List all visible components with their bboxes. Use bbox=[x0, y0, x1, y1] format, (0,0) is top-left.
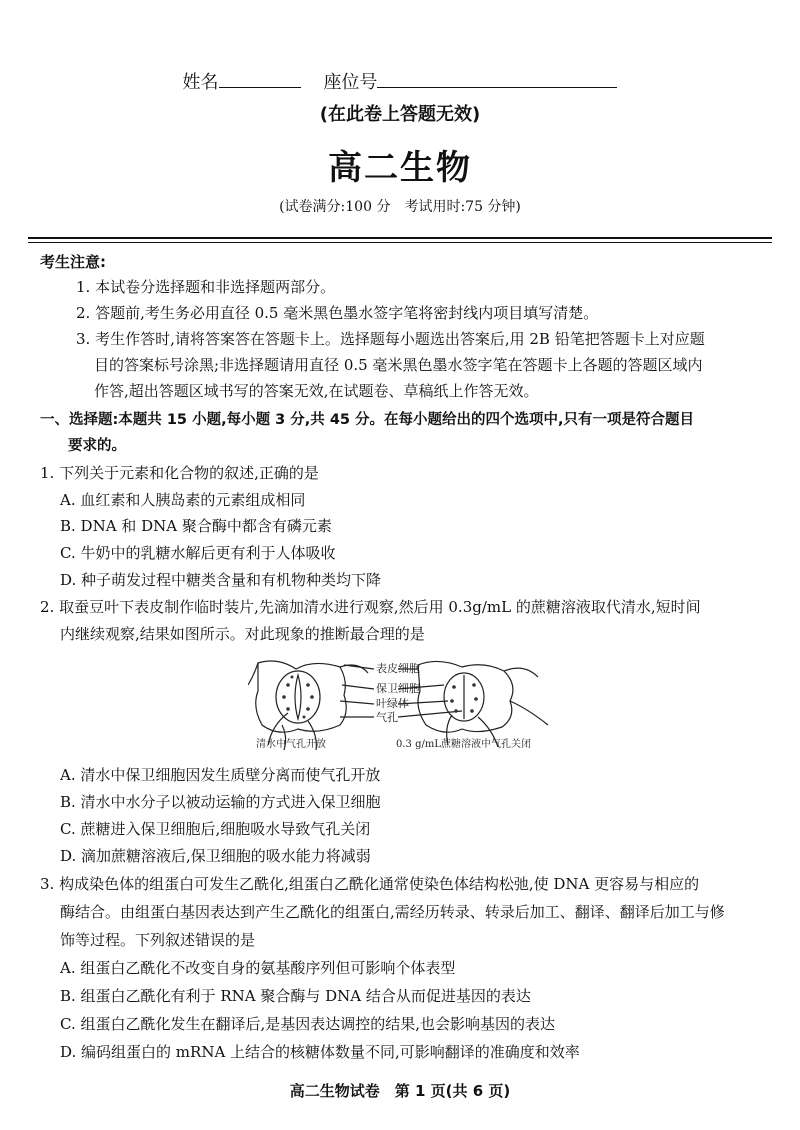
figure-label: 保卫细胞 bbox=[376, 682, 420, 695]
instructions-heading: 考生注意: bbox=[40, 253, 106, 271]
option-b: B. DNA 和 DNA 聚合酶中都含有磷元素 bbox=[60, 517, 332, 535]
instruction-item: 作答,超出答题区域书写的答案无效,在试题卷、草稿纸上作答无效。 bbox=[94, 382, 539, 400]
figure-caption-left: 清水中气孔开放 bbox=[256, 739, 326, 750]
page-title: 高二生物 bbox=[328, 148, 472, 188]
option-c: C. 牛奶中的乳糖水解后更有利于人体吸收 bbox=[60, 544, 336, 562]
notice-text: (在此卷上答题无效) bbox=[319, 104, 481, 125]
figure-label: 叶绿体 bbox=[376, 697, 409, 710]
instruction-item: 2. 答题前,考生务必用直径 0.5 毫米黑色墨水签字笔将密封线内项目填写清楚。 bbox=[76, 304, 599, 322]
seat-field[interactable] bbox=[377, 71, 617, 88]
question-3-stem-cont: 酶结合。由组蛋白基因表达到产生乙酰化的组蛋白,需经历转录、转录后加工、翻译、翻译后加工与修 bbox=[60, 903, 725, 921]
figure-label: 表皮细胞 bbox=[376, 662, 420, 675]
instruction-item: 1. 本试卷分选择题和非选择题两部分。 bbox=[76, 278, 336, 296]
student-info-line bbox=[0, 68, 800, 94]
question-3-stem: 3. 构成染色体的组蛋白可发生乙酰化,组蛋白乙酰化通常使染色体结构松弛,使 DNA 更容易与相应的 bbox=[40, 875, 700, 893]
question-3-stem-cont: 饰等过程。下列叙述错误的是 bbox=[60, 931, 256, 949]
stomata-figure bbox=[248, 655, 558, 750]
seat-label: 座位号 bbox=[323, 72, 378, 93]
option-b: B. 组蛋白乙酰化有利于 RNA 聚合酶与 DNA 结合从而促进基因的表达 bbox=[60, 987, 531, 1005]
question-2-stem-cont: 内继续观察,结果如图所示。对此现象的推断最合理的是 bbox=[60, 625, 425, 643]
question-2-stem: 2. 取蚕豆叶下表皮制作临时装片,先滴加清水进行观察,然后用 0.3g/mL 的蔗糖溶液取代清水,短时间 bbox=[40, 598, 701, 616]
name-label: 姓名 bbox=[182, 72, 219, 93]
option-a: A. 血红素和人胰岛素的元素组成相同 bbox=[60, 491, 306, 509]
figure-caption-right: 0.3 g/mL蔗糖溶液中气孔关闭 bbox=[396, 739, 531, 750]
instruction-item: 目的答案标号涂黑;非选择题请用直径 0.5 毫米黑色墨水签字笔在答题卡上各题的答题区域内 bbox=[94, 356, 703, 374]
exam-meta: (试卷满分:100 分 考试用时:75 分钟) bbox=[279, 199, 521, 215]
section-heading-cont: 要求的。 bbox=[68, 438, 126, 454]
instruction-item: 3. 考生作答时,请将答案答在答题卡上。选择题每小题选出答案后,用 2B 铅笔把答题卡上对应题 bbox=[76, 330, 705, 348]
figure-label: 气孔 bbox=[376, 711, 398, 724]
option-c: C. 组蛋白乙酰化发生在翻译后,是基因表达调控的结果,也会影响基因的表达 bbox=[60, 1015, 556, 1033]
divider bbox=[28, 242, 772, 243]
question-1-stem: 1. 下列关于元素和化合物的叙述,正确的是 bbox=[40, 464, 319, 482]
option-a: A. 组蛋白乙酰化不改变自身的氨基酸序列但可影响个体表型 bbox=[60, 959, 456, 977]
option-d: D. 种子萌发过程中糖类含量和有机物种类均下降 bbox=[60, 571, 382, 589]
option-b: B. 清水中水分子以被动运输的方式进入保卫细胞 bbox=[60, 793, 381, 811]
option-d: D. 滴加蔗糖溶液后,保卫细胞的吸水能力将减弱 bbox=[60, 847, 371, 865]
name-field[interactable] bbox=[219, 71, 301, 88]
page-footer: 高二生物试卷 第 1 页(共 6 页) bbox=[289, 1082, 511, 1100]
option-c: C. 蔗糖进入保卫细胞后,细胞吸水导致气孔关闭 bbox=[60, 820, 371, 838]
option-a: A. 清水中保卫细胞因发生质壁分离而使气孔开放 bbox=[60, 766, 381, 784]
divider bbox=[28, 237, 772, 239]
section-heading: 一、选择题:本题共 15 小题,每小题 3 分,共 45 分。在每小题给出的四个选项中,只有一项是符合题目 bbox=[40, 412, 695, 428]
option-d: D. 编码组蛋白的 mRNA 上结合的核糖体数量不同,可影响翻译的准确度和效率 bbox=[60, 1043, 580, 1061]
